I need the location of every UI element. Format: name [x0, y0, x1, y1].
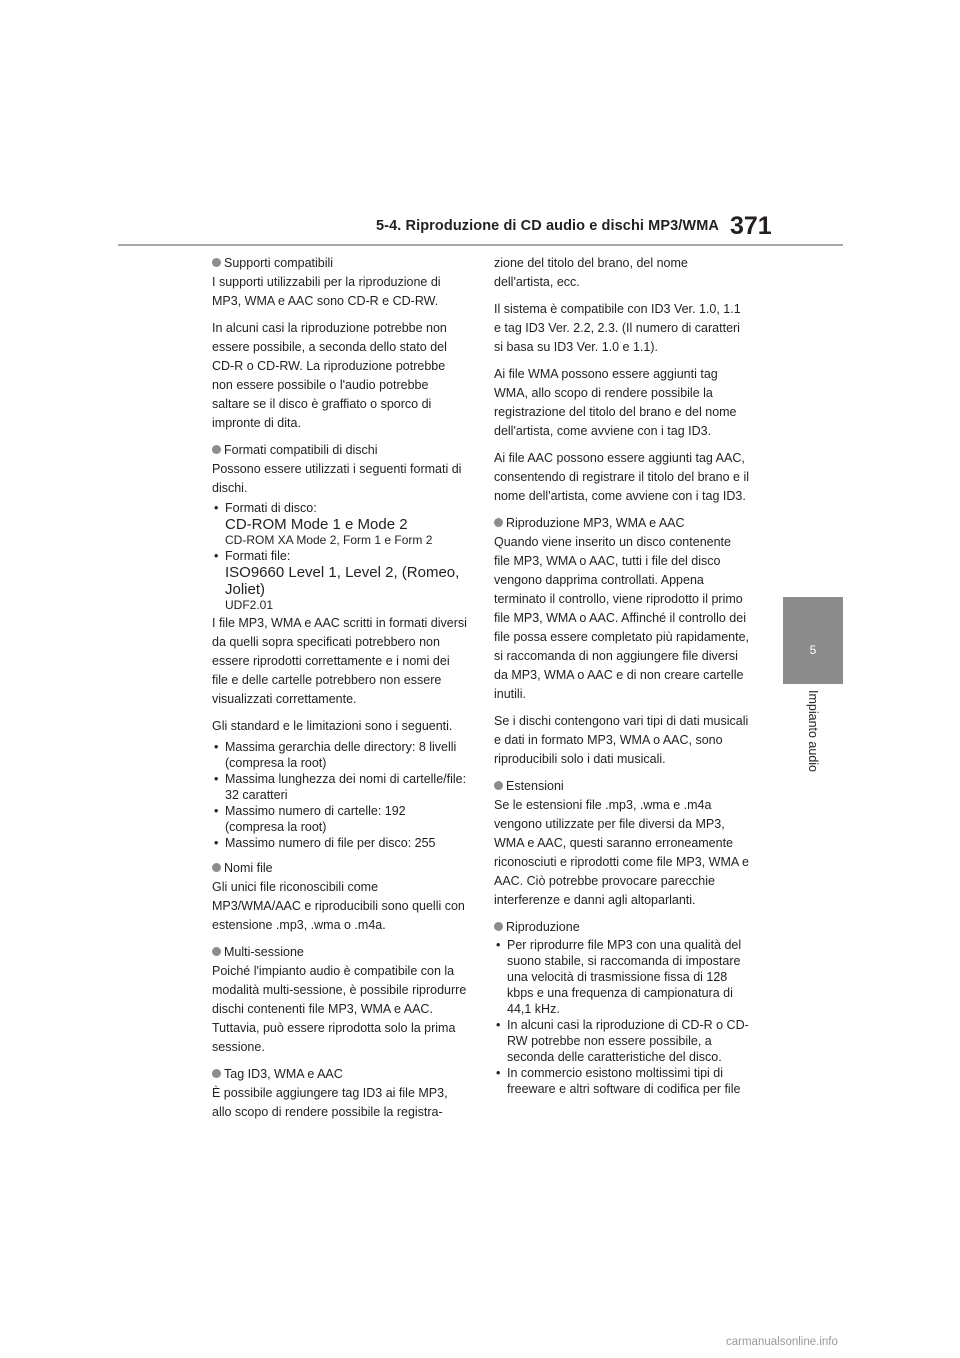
section-heading: Riproduzione MP3, WMA e AAC	[494, 514, 750, 533]
list-item: • Formati file: ISO9660 Level 1, Level 2, (Romeo, Joliet) UDF2.01	[212, 548, 468, 613]
header-divider	[118, 244, 843, 246]
chapter-tab-label: Impianto audio	[806, 690, 820, 773]
list-item: • Per riprodurre file MP3 con una qualità del suono stabile, si raccomanda di impostare una velocità di trasmissione fissa di 128 kbps e una frequenza di campionatura di 44,1 kHz.	[494, 937, 750, 1017]
bullet-icon	[212, 258, 221, 267]
paragraph: È possibile aggiungere tag ID3 ai file MP3, allo scopo di rendere possibile la registra-	[212, 1086, 448, 1119]
paragraph: Se le estensioni file .mp3, .wma e .m4a vengono utilizzate per file diversi da MP3, WMA e AAC, questi saranno erroneamente riconosciuti e riprodotti come file MP3, WMA e AAC. Ciò potrebbe provocare parecchie interferenze e danni agli altoparlanti.	[494, 798, 749, 907]
right-column	[494, 254, 750, 1105]
page-number: 371	[730, 212, 772, 240]
list-item: • Massima gerarchia delle directory: 8 livelli (compresa la root)	[212, 739, 468, 771]
playback-list	[494, 937, 750, 1097]
chapter-tab-number: 5	[809, 643, 817, 657]
section-heading: Formati compatibili di dischi	[212, 441, 468, 460]
paragraph: Poiché l'impianto audio è compatibile con la modalità multi-sessione, è possibile riprodurre dischi contenenti file MP3, WMA e AAC. Tuttavia, può essere riprodotta solo la prima sessione.	[212, 964, 467, 1054]
paragraph: Possono essere utilizzati i seguenti formati di dischi.	[212, 462, 462, 495]
paragraph: I supporti utilizzabili per la riproduzione di MP3, WMA e AAC sono CD-R e CD-RW.	[212, 275, 441, 308]
paragraph: zione del titolo del brano, del nome dell'artista, ecc.	[494, 256, 688, 289]
paragraph: I file MP3, WMA e AAC scritti in formati diversi da quelli sopra specificati potrebbero non essere riprodotti correttamente e i nomi dei file e delle cartelle potrebbero non essere visualizzati correttamente.	[212, 616, 467, 706]
bullet-icon	[212, 1069, 221, 1078]
section-heading: Supporti compatibili	[212, 254, 468, 273]
section-heading: Tag ID3, WMA e AAC	[212, 1065, 468, 1084]
bullet-icon	[494, 781, 503, 790]
watermark: carmanualsonline.info	[726, 1336, 838, 1348]
section-header-title: 5-4. Riproduzione di CD audio e dischi MP3/WMA	[376, 218, 719, 234]
list-item: • In alcuni casi la riproduzione di CD-R o CD-RW potrebbe non essere possibile, a seconda delle caratteristiche del disco.	[494, 1017, 750, 1065]
chapter-tab	[783, 597, 843, 684]
paragraph: In alcuni casi la riproduzione potrebbe non essere possibile, a seconda dello stato del CD-R o CD-RW. La riproduzione potrebbe non essere possibile o l'audio potrebbe saltare se il disco è graffiato o sporco di impronte di dita.	[212, 321, 447, 430]
paragraph: Ai file WMA possono essere aggiunti tag WMA, allo scopo di rendere possibile la registrazione del titolo del brano e del nome dell'artista, come avviene con i tag ID3.	[494, 367, 737, 438]
paragraph: Quando viene inserito un disco contenente file MP3, WMA o AAC, tutti i file del disco vengono dapprima controllati. Appena terminato il controllo, viene riprodotto il primo file MP3, WMA o AAC. Affinché il controllo dei file possa essere completato più rapidamente, si raccomanda di non aggiungere file diversi da MP3, WMA o AAC e di non creare cartelle inutili.	[494, 535, 750, 701]
section-heading: Multi-sessione	[212, 943, 468, 962]
paragraph: Gli standard e le limitazioni sono i seguenti.	[212, 719, 453, 733]
list-item: • Massimo numero di cartelle: 192 (compresa la root)	[212, 803, 468, 835]
bullet-icon	[494, 922, 503, 931]
paragraph: Gli unici file riconoscibili come MP3/WMA/AAC e riproducibili sono quelli con estensione .mp3, .wma o .m4a.	[212, 880, 465, 932]
bullet-icon	[212, 863, 221, 872]
paragraph: Se i dischi contengono vari tipi di dati musicali e dati in formato MP3, WMA o AAC, sono riproducibili solo i dati musicali.	[494, 714, 749, 766]
bullet-icon	[212, 445, 221, 454]
paragraph: Ai file AAC possono essere aggiunti tag AAC, consentendo di registrare il titolo del brano e il nome dell'artista, come avviene con i tag ID3.	[494, 451, 750, 503]
limits-list	[212, 739, 468, 851]
paragraph: Il sistema è compatibile con ID3 Ver. 1.0, 1.1 e tag ID3 Ver. 2.2, 2.3. (Il numero di caratteri si basa su ID3 Ver. 1.0 e 1.1).	[494, 302, 741, 354]
list-item: • Formati di disco: CD-ROM Mode 1 e Mode 2 CD-ROM XA Mode 2, Form 1 e Form 2	[212, 500, 468, 548]
bullet-icon	[212, 947, 221, 956]
section-heading: Estensioni	[494, 777, 750, 796]
bullet-icon	[494, 518, 503, 527]
left-column	[212, 254, 468, 1130]
list-item: • Massima lunghezza dei nomi di cartelle/file: 32 caratteri	[212, 771, 468, 803]
section-heading: Riproduzione	[494, 918, 750, 937]
list-item: • In commercio esistono moltissimi tipi di freeware e altri software di codifica per file	[494, 1065, 750, 1097]
section-heading: Nomi file	[212, 859, 468, 878]
list-item: • Massimo numero di file per disco: 255	[212, 835, 468, 851]
format-list	[212, 500, 468, 613]
